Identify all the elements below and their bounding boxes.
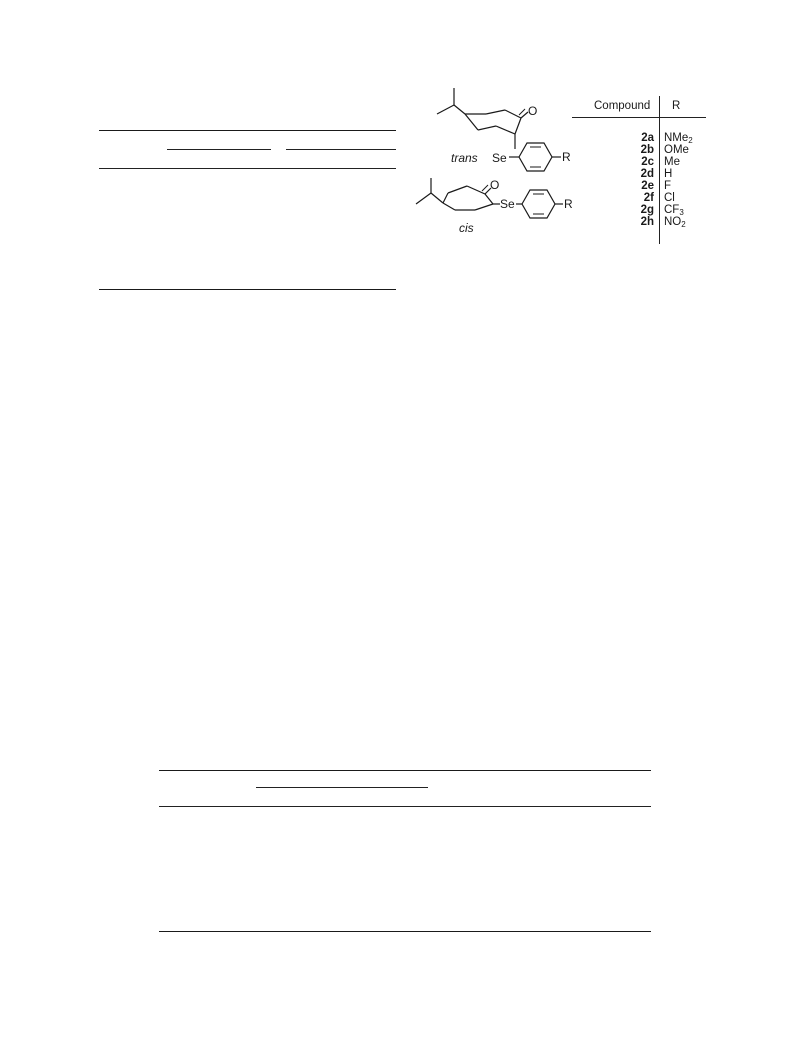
substituent-r [664,192,675,204]
substituent-main: NMe [664,132,689,144]
trans-structure [437,88,571,171]
substituent-main: Cl [664,192,675,204]
substituent-subscript: 2 [688,136,693,145]
substituent-subscript: 2 [681,220,686,229]
compound-id: 2g [640,204,654,216]
compound-substituent-table [572,96,706,244]
table-row [572,216,706,228]
compound-id: 2d [640,168,654,180]
compound-id: 2c [641,156,654,168]
table1-top-rule [99,130,396,131]
cis-structure [416,178,573,235]
substituent-main: CF [664,204,680,216]
compound-column-header: Compound [594,100,651,112]
table-row [572,156,706,168]
substituent-r [664,204,684,216]
table-row [572,204,706,216]
compound-id: 2a [641,132,654,144]
cis-oxygen-label: O [490,178,500,192]
substituent-main: NO [664,216,682,228]
compound-table-header-rule [572,117,706,118]
trans-oxygen-label: O [528,104,538,118]
cis-r-label: R [564,197,573,211]
substituent-r [664,168,672,180]
table-row [572,144,706,156]
table2-top-rule [159,770,651,771]
table2-subheader-rule [256,787,428,788]
table1-subheader-rule-left [167,149,271,150]
table-row [572,168,706,180]
compound-id: 2b [640,144,654,156]
table-row [572,132,706,144]
substituent-r [664,132,693,144]
trans-label: trans [451,151,478,165]
table2-header-bottom-rule [159,806,651,807]
table-row [572,192,706,204]
cis-label: cis [459,221,474,235]
table1-header-bottom-rule [99,168,396,169]
trans-se-label: Se [492,151,507,165]
substituent-r [664,156,680,168]
substituent-subscript: 3 [679,208,684,217]
table1-subheader-rule-right [286,149,396,150]
r-column-header: R [672,100,681,112]
substituent-main: Me [664,156,680,168]
table-row [572,180,706,192]
substituent-r [664,144,689,156]
compound-id: 2h [640,216,654,228]
substituent-main: H [664,168,673,180]
compound-table-header [572,96,706,116]
compound-id: 2f [643,192,654,204]
cis-se-label: Se [500,197,515,211]
substituent-r [664,216,686,228]
substituent-main: OMe [664,144,689,156]
substituent-main: F [664,180,672,192]
trans-r-label: R [562,150,571,164]
substituent-r [664,180,671,192]
table2-bottom-rule [159,931,651,932]
table1-bottom-rule [99,289,396,290]
compound-id: 2e [641,180,654,192]
